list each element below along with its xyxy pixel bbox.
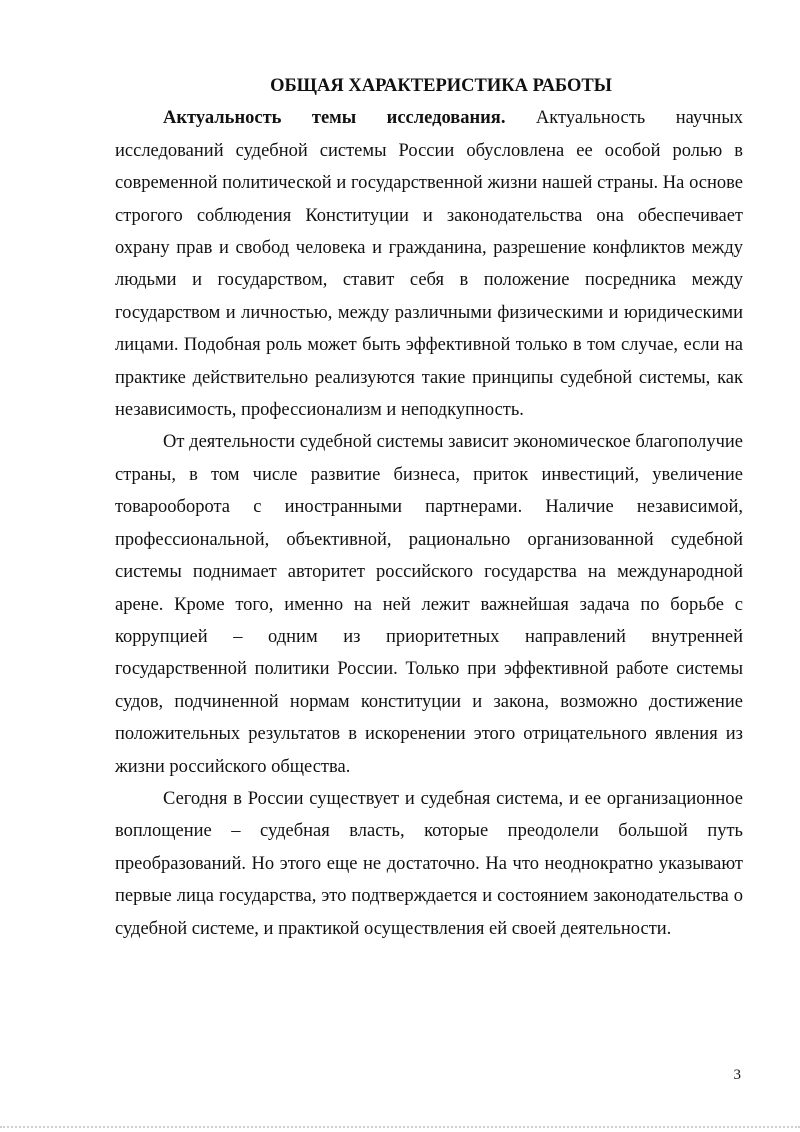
paragraph-text: Актуальность научных исследований судебной системы России обусловлена ее особой ролью в современной политической и государственной жизни нашей страны. На основе строгого соблюдения Конституции и законодательства она обеспечивает охрану прав и свобод человека и гражданина, разрешение конфликтов между людьми и государством, ставит себя в положение посредника между государством и личностью, между различными физическими и юридическими лицами. Подобная роль может быть эффективной только в том случае, если на практике действительно реализуются такие принципы судебной системы, как независимость, профессионализм и неподкупность. [115, 108, 743, 421]
paragraph-today [115, 783, 743, 945]
scan-edge-divider [0, 1126, 800, 1128]
paragraph-lead-in: Актуальность темы исследования. [163, 108, 506, 129]
paragraph-text: От деятельности судебной системы зависит экономическое благополучие страны, в том числе развитие бизнеса, приток инвестиций, увеличение товарооборота с иностранными партнерами. Наличие независимой, профессиональной, объективной, рационально организованной судебной системы поднимает авторитет российского государства на международной арене. Кроме того, именно на ней лежит важнейшая задача по борьбе с коррупцией – одним из приоритетных направлений внутренней государственной политики России. Только при эффективной работе системы судов, подчиненной нормам конституции и закона, возможно достижение положительных результатов в искоренении этого отрицательного явления из жизни российского общества. [115, 432, 743, 777]
body-text [115, 70, 743, 945]
paragraph-text: Сегодня в России существует и судебная система, и ее организационное воплощение – судебная власть, которые преодолели большой путь преобразований. Но этого еще не достаточно. На что неоднократно указывают первые лица государства, это подтверждается и состоянием законодательства о судебной системе, и практикой осуществления ей своей деятельности. [115, 788, 743, 939]
paragraph-relevance [115, 102, 743, 426]
page-number: 3 [733, 1067, 741, 1083]
section-title: ОБЩАЯ ХАРАКТЕРИСТИКА РАБОТЫ [270, 76, 612, 96]
paragraph-economy [115, 426, 743, 782]
